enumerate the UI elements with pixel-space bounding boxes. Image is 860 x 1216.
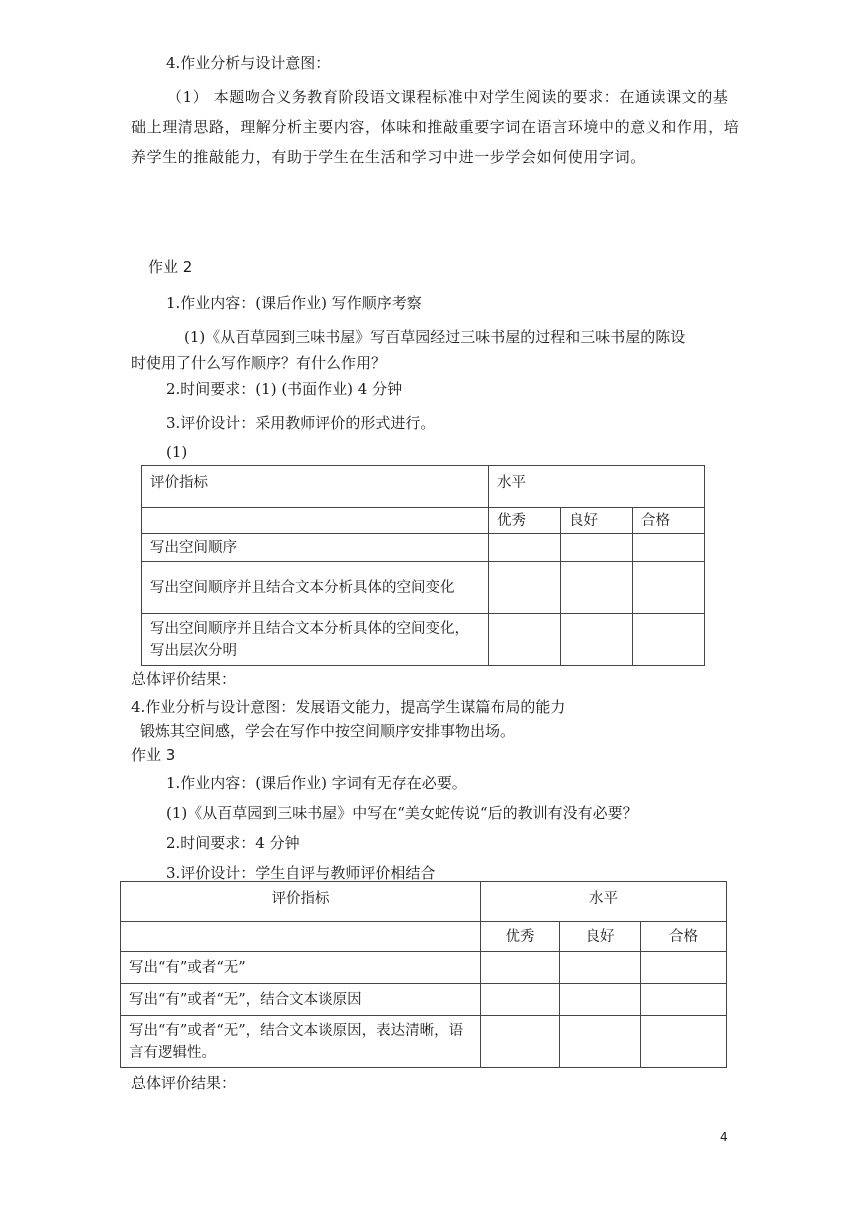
- table-row: 写出“有”或者“无”: [121, 952, 481, 984]
- homework-2-content: 1.作业内容：(课后作业) 写作顺序考察: [166, 294, 422, 312]
- table-row: 写出空间顺序: [142, 534, 489, 562]
- homework-2-table-label: (1): [166, 443, 188, 461]
- level-header: 水平: [481, 882, 727, 922]
- homework-3-content: 1.作业内容：(课后作业) 字词有无存在必要。: [166, 774, 467, 792]
- level-pass: 合格: [641, 922, 727, 952]
- homework-3-time: 2.时间要求：4 分钟: [166, 834, 300, 852]
- table-row: 写出“有”或者“无”，结合文本谈原因: [121, 984, 481, 1016]
- level-excellent: 优秀: [481, 922, 560, 952]
- homework-2-title: 作业 2: [148, 258, 193, 276]
- homework-3-title: 作业 3: [131, 746, 176, 764]
- homework-2-analysis-line1: 4.作业分析与设计意图：发展语文能力，提高学生谋篇布局的能力: [131, 698, 566, 716]
- analysis-heading: 4.作业分析与设计意图：: [166, 54, 331, 72]
- level-header: 水平: [489, 466, 705, 508]
- level-good: 良好: [561, 508, 633, 534]
- page-number: 4: [720, 1130, 728, 1144]
- homework-2-question-line2: 时使用了什么写作顺序？有什么作用？: [131, 354, 387, 372]
- analysis-paragraph: （1） 本题吻合义务教育阶段语文课程标准中对学生阅读的要求：在通读课文的基础上理清思路，理解分析主要内容，体味和推敲重要字词在语言环境中的意义和作用，培养学生的推敲能力，有助于学生在生活和学习中进一步学会如何使用字词。: [131, 88, 740, 166]
- homework-2-eval-table: [141, 465, 705, 666]
- level-good: 良好: [560, 922, 641, 952]
- homework-2-eval: 3.评价设计：采用教师评价的形式进行。: [166, 414, 436, 432]
- homework-2-overall-result: 总体评价结果：: [131, 670, 237, 688]
- table-row: 写出空间顺序并且结合文本分析具体的空间变化: [142, 562, 489, 614]
- table-row: 写出“有”或者“无”，结合文本谈原因，表达清晰，语言有逻辑性。: [121, 1016, 481, 1068]
- homework-2-time: 2.时间要求：(1) (书面作业) 4 分钟: [166, 380, 403, 398]
- indicator-header: 评价指标: [121, 882, 481, 922]
- indicator-header: 评价指标: [142, 466, 489, 508]
- table-row: 写出空间顺序并且结合文本分析具体的空间变化，写出层次分明: [142, 614, 489, 666]
- level-pass: 合格: [633, 508, 705, 534]
- level-excellent: 优秀: [489, 508, 561, 534]
- homework-2-analysis-line2: 锻炼其空间感，学会在写作中按空间顺序安排事物出场。: [140, 722, 516, 740]
- homework-3-question: (1)《从百草园到三味书屋》中写在“美女蛇传说“后的教训有没有必要？: [166, 804, 638, 822]
- homework-3-eval: 3.评价设计：学生自评与教师评价相结合: [166, 864, 436, 882]
- homework-2-question-line1: (1)《从百草园到三味书屋》写百草园经过三味书屋的过程和三味书屋的陈设: [184, 328, 686, 346]
- homework-3-overall-result: 总体评价结果：: [131, 1074, 237, 1092]
- homework-3-eval-table: [120, 881, 727, 1068]
